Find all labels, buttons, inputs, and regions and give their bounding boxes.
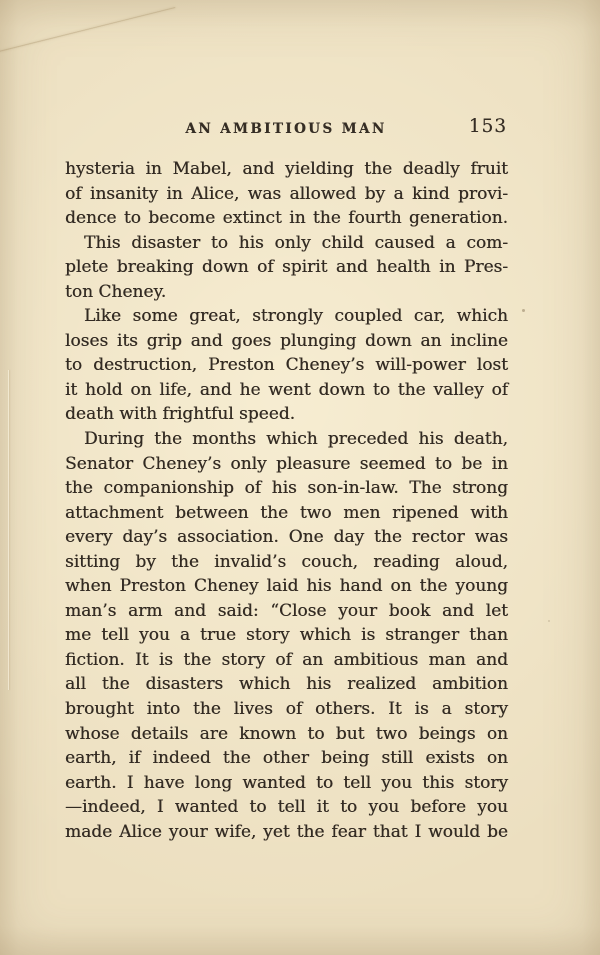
text-line: attachment between the two men ripened with xyxy=(65,502,508,523)
text-line: plete breaking down of spirit and health in Pres- xyxy=(65,257,508,278)
page-number: 153 xyxy=(468,116,507,137)
text-line: to destruction, Preston Cheney’s will-power lost xyxy=(65,355,508,376)
text-line: brought into the lives of others. It is a story xyxy=(65,699,508,720)
text-line: all the disasters which his realized ambition xyxy=(65,674,508,695)
paper-speck xyxy=(522,309,525,312)
text-line: earth. I have long wanted to tell you this story xyxy=(65,772,508,793)
text-line: During the months which preceded his death, xyxy=(84,429,508,450)
text-line: death with frightful speed. xyxy=(65,404,296,425)
text-line: Like some great, strongly coupled car, which xyxy=(84,306,508,327)
text-line: —indeed, I wanted to tell it to you before you xyxy=(65,797,508,818)
text-line: it hold on life, and he went down to the valley of xyxy=(65,379,508,400)
text-line: the companionship of his son-in-law. The strong xyxy=(65,478,508,499)
text-line: hysteria in Mabel, and yielding the deadly fruit xyxy=(65,159,508,179)
text-line: made Alice your wife, yet the fear that I would be xyxy=(65,821,508,842)
text-line: me tell you a true story which is stranger than xyxy=(65,625,508,646)
text-line: loses its grip and goes plunging down an incline xyxy=(65,330,508,351)
text-line: dence to become extinct in the fourth generation. xyxy=(65,208,508,229)
text-line: every day’s association. One day the rector was xyxy=(65,527,508,548)
text-line: earth, if indeed the other being still exists on xyxy=(65,748,508,769)
body-text xyxy=(65,157,508,844)
text-line: of insanity in Alice, was allowed by a kind provi- xyxy=(65,183,508,204)
paper-crease-left xyxy=(8,370,9,690)
running-title: AN AMBITIOUS MAN xyxy=(185,121,387,137)
text-line: when Preston Cheney laid his hand on the young xyxy=(65,576,508,597)
paper-crease-top xyxy=(0,7,175,54)
paper-speck xyxy=(548,620,550,622)
text-line: whose details are known to but two beings on xyxy=(65,723,508,744)
text-line: ton Cheney. xyxy=(65,281,167,302)
text-line: man’s arm and said: “Close your book and let xyxy=(65,600,508,621)
text-line: This disaster to his only child caused a com- xyxy=(84,232,508,253)
text-line: fiction. It is the story of an ambitious man and xyxy=(65,649,508,670)
text-line: sitting by the invalid’s couch, reading aloud, xyxy=(65,551,508,572)
text-line: Senator Cheney’s only pleasure seemed to be in xyxy=(65,453,508,474)
running-head xyxy=(65,116,507,141)
